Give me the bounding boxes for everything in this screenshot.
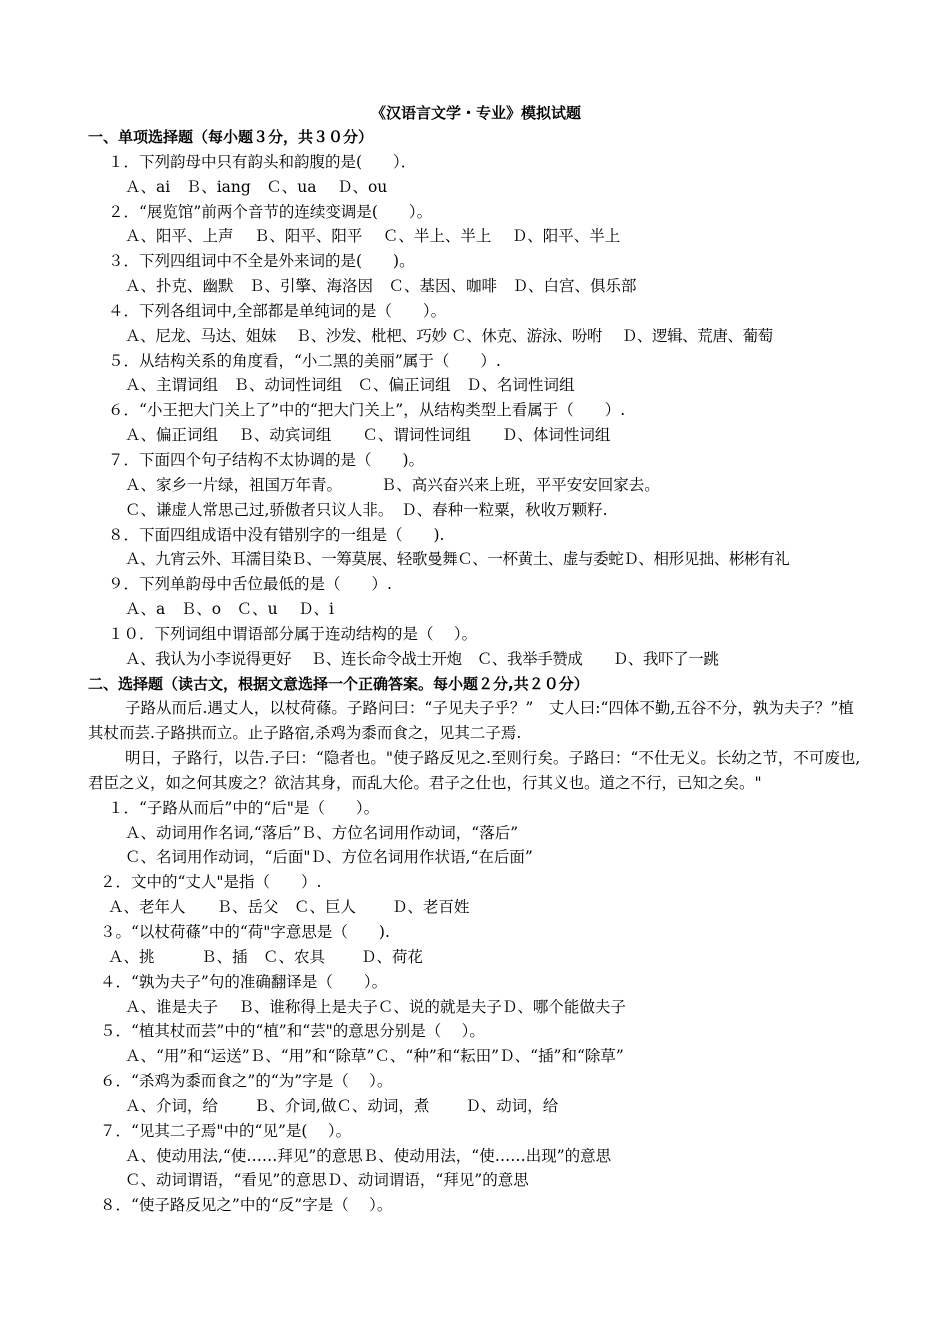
passage-paragraph-1: 子路从而后.遇丈人，以杖荷蓧。子路问曰：“子见夫子乎？” 丈人曰:“四体不勤,五谷不分，孰为夫子？”植其杖而芸.子路拱而立。止子路宿,杀鸡为黍而食之，见其二子焉.	[88, 699, 854, 743]
s2-q1-options-ab: Ａ、动词用作名词,“落后”Ｂ、方位名词用作动词，“落后”	[125, 823, 519, 842]
s1-q10-stem: １０．下列词组中谓语部分属于连动结构的是（ ）。	[108, 624, 478, 643]
section1-heading: 一、单项选择题（每小题３分，共３０分）	[88, 128, 374, 146]
s1-q4-options: Ａ、尼龙、马达、姐妹 Ｂ、沙发、枇杷、巧妙 Ｃ、休克、游泳、吩咐 Ｄ、逻辑、荒唐、葡萄	[125, 326, 773, 345]
s2-q7-options-ab: Ａ、使动用法,“使……拜见”的意思Ｂ、使动用法，“使……出现”的意思	[125, 1146, 612, 1165]
s2-q3-stem: ３。“以杖荷蓧”中的“荷"字意思是（ ).	[100, 923, 390, 941]
s2-q2-stem: ２．文中的“丈人"是指（ ）.	[100, 873, 322, 892]
s1-q4-stem: ４．下列各组词中,全部都是单纯词的是（ ）。	[108, 301, 447, 320]
s1-q7-stem: ７．下面四个句子结构不太协调的是（ )。	[108, 450, 425, 469]
s1-q1-stem: １．下列韵母中只有韵头和韵腹的是( ）．	[108, 152, 417, 171]
page-title: 《汉语言文学・专业》模拟试题	[370, 104, 581, 122]
section2-heading: 二、选择题（读古文，根据文意选择一个正确答案。每小题２分,共２０分）	[88, 674, 589, 693]
s2-q1-stem: １．“子路从而后”中的“后"是（ ）。	[108, 798, 380, 817]
exam-page	[88, 101, 864, 1218]
s1-q10-options: Ａ、我认为小李说得更好 Ｂ、连长命令战士开炮 Ｃ、我举手赞成 Ｄ、我吓了一跳	[125, 649, 719, 668]
s2-q8-stem: ８．“使子路反见之”中的“反”字是（ ）。	[100, 1196, 393, 1215]
s2-q7-options-cd: Ｃ、动词谓语，“看见”的意思Ｄ、动词谓语，“拜见”的意思	[125, 1171, 529, 1190]
s1-q6-stem: ６．“小王把大门关上了”中的“把大门关上”，从结构类型上看属于（ ）.	[108, 401, 626, 420]
s1-q3-stem: ３．下列四组词中不全是外来词的是( )。	[108, 252, 415, 271]
s1-q2-stem: ２．“展览馆”前两个音节的连续变调是( ）。	[108, 202, 433, 221]
s2-q5-stem: ５．“植其杖而芸”中的“植”和“芸"的意思分别是（ ）。	[100, 1022, 485, 1041]
s1-q1-options: Ａ、ai Ｂ、iang Ｃ、ua Ｄ、ou	[125, 177, 388, 196]
s1-q9-stem: ９．下列单韵母中舌位最低的是（ ）.	[108, 575, 392, 594]
s1-q7-options-cd: Ｃ、谦虚人常思己过,骄傲者只议人非。 Ｄ、春种一粒粟，秋收万颗籽.	[125, 500, 608, 519]
s1-q6-options: Ａ、偏正词组 Ｂ、动宾词组 Ｃ、谓词性词组 Ｄ、体词性词组	[125, 426, 611, 445]
s1-q8-stem: ８．下面四组成语中没有错别字的一组是（ ).	[108, 525, 445, 544]
s1-q7-options-ab: Ａ、家乡一片绿，祖国万年青。 Ｂ、高兴奋兴来上班，平平安安回家去。	[125, 475, 660, 494]
s2-q4-options: Ａ、谁是夫子 Ｂ、谁称得上是夫子Ｃ、说的就是夫子Ｄ、哪个能做夫子	[125, 997, 626, 1016]
s2-q5-options: Ａ、“用”和“运送”Ｂ、“用”和“除草”Ｃ、“种”和“耘田”Ｄ、“插”和“除草”	[125, 1047, 624, 1066]
s1-q5-stem: ５．从结构关系的角度看，“小二黑的美丽”属于（ ）.	[108, 351, 501, 370]
s2-q7-stem: ７．“见其二子焉"中的“见”是( ）。	[100, 1121, 352, 1140]
s1-q9-options: Ａ、a Ｂ、o Ｃ、u Ｄ、i	[125, 600, 334, 619]
s2-q3-options: Ａ、挑 Ｂ、插 Ｃ、农具 Ｄ、荷花	[108, 947, 423, 966]
s1-q5-options: Ａ、主谓词组 Ｂ、动词性词组 Ｃ、偏正词组 Ｄ、名词性词组	[125, 376, 575, 395]
s1-q3-options: Ａ、扑克、幽默 Ｂ、引擎、海洛因 Ｃ、基因、咖啡 Ｄ、白宫、俱乐部	[125, 277, 637, 296]
s2-q4-stem: ４．“孰为夫子”句的准确翻译是（ ）。	[100, 972, 388, 991]
s1-q2-options: Ａ、阳平、上声 Ｂ、阳平、阳平 Ｃ、半上、半上 Ｄ、阳平、半上	[125, 227, 621, 246]
s1-q8-options: Ａ、九宵云外、耳濡目染Ｂ、一筹莫展、轻歌曼舞Ｃ、一杯黄土、虚与委蛇Ｄ、相形见拙、彬彬有礼	[125, 550, 790, 569]
passage-paragraph-2: 明日，子路行，以告.子曰：“隐者也。"使子路反见之.至则行矣。子路曰：“不仕无义。长幼之节，不可废也,君臣之义，如之何其废之？欲洁其身，而乱大伦。君子之仕也，行其义也。道之不行，已知之矣。"	[88, 749, 861, 792]
s2-q1-options-cd: Ｃ、名词用作动词，“后面"Ｄ、方位名词用作状语,“在后面”	[125, 848, 533, 867]
s2-q2-options: Ａ、老年人 Ｂ、岳父 Ｃ、巨人 Ｄ、老百姓	[108, 898, 470, 917]
s2-q6-options: Ａ、介词，给 Ｂ、介词,做Ｃ、动词，煮 Ｄ、动词，给	[125, 1096, 559, 1115]
s2-q6-stem: ６．“杀鸡为黍而食之”的“为”字是（ ）。	[100, 1072, 393, 1091]
